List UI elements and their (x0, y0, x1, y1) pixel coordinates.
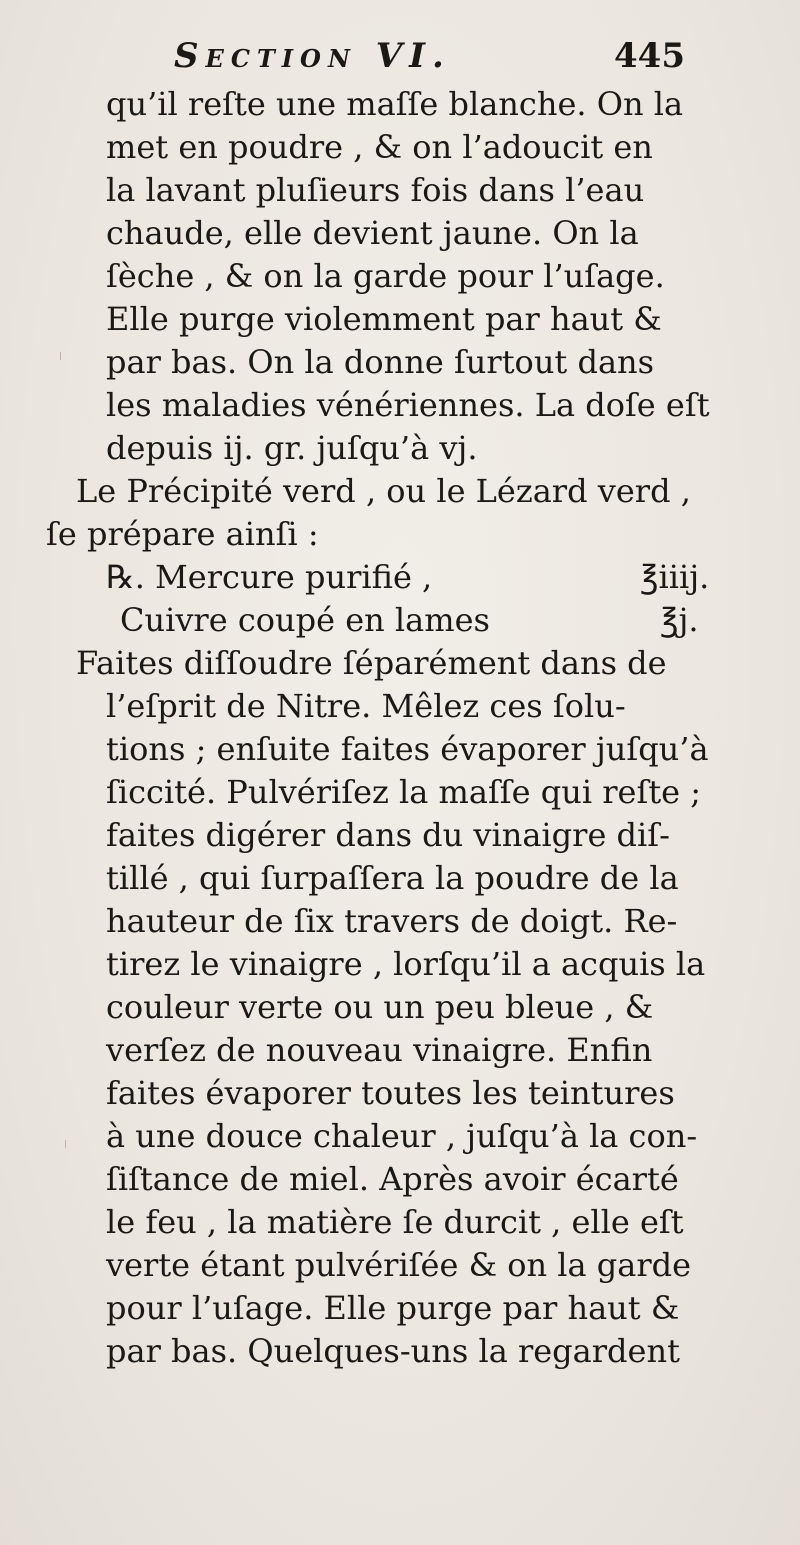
running-head: Section VI. (174, 36, 451, 76)
text-line: qu’il reſte une maſſe blanche. On la (106, 85, 684, 123)
text-line: faites évaporer toutes les teintures (106, 1074, 675, 1112)
recipe-quantity: ℥iiij. (640, 558, 710, 596)
text-line: depuis ij. gr. juſqu’à vj. (106, 429, 478, 467)
text-line: Faites diſſoudre ſéparément dans de (76, 644, 667, 682)
text-line: Le Précipité verd , ou le Lézard verd , (76, 472, 691, 510)
text-line: verte étant pulvériſée & on la garde (106, 1246, 692, 1284)
page-number: 445 (614, 36, 685, 76)
text-line: Elle purge violemment par haut & (106, 300, 662, 338)
text-line: ſiccité. Pulvériſez la maſſe qui reſte ; (106, 773, 702, 811)
recipe-ingredient: Cuivre coupé en lames (120, 601, 490, 639)
text-line: pour l’uſage. Elle purge par haut & (106, 1289, 680, 1327)
text-line: tirez le vinaigre , lorſqu’il a acquis la (106, 945, 706, 983)
recipe-row (106, 555, 432, 599)
text-line: met en poudre , & on l’adoucit en (106, 128, 653, 166)
text-line: faites digérer dans du vinaigre diſ- (106, 816, 670, 854)
page-header (174, 36, 694, 86)
text-line: ſe prépare ainſi : (46, 515, 319, 553)
text-line: tillé , qui ſurpaſſera la poudre de la (106, 859, 679, 897)
text-line: couleur verte ou un peu bleue , & (106, 988, 654, 1026)
text-line: le feu , la matière ſe durcit , elle eſt (106, 1203, 684, 1241)
text-line: ſiſtance de miel. Après avoir écarté (106, 1160, 679, 1198)
recipe-ingredient: ℞. Mercure purifié , (106, 558, 433, 596)
text-line: les maladies vénériennes. La doſe eſt (106, 386, 710, 424)
recipe-row (120, 598, 490, 642)
text-line: la lavant pluſieurs fois dans l’eau (106, 171, 645, 209)
text-line: par bas. Quelques-uns la regardent (106, 1332, 680, 1370)
text-line: l’eſprit de Nitre. Mêlez ces ſolu- (106, 687, 626, 725)
text-line: par bas. On la donne ſurtout dans (106, 343, 655, 381)
text-line: ſèche , & on la garde pour l’uſage. (106, 257, 665, 295)
text-line: chaude, elle devient jaune. On la (106, 214, 639, 252)
text-line: tions ; enſuite faites évaporer juſqu’à (106, 730, 709, 768)
text-line: verſez de nouveau vinaigre. Enfin (106, 1031, 653, 1069)
margin-speck (60, 352, 61, 360)
margin-speck (65, 1140, 66, 1148)
recipe-quantity: ℥j. (660, 601, 699, 639)
text-line: hauteur de ſix travers de doigt. Re- (106, 902, 678, 940)
text-line: à une douce chaleur , juſqu’à la con- (106, 1117, 698, 1155)
